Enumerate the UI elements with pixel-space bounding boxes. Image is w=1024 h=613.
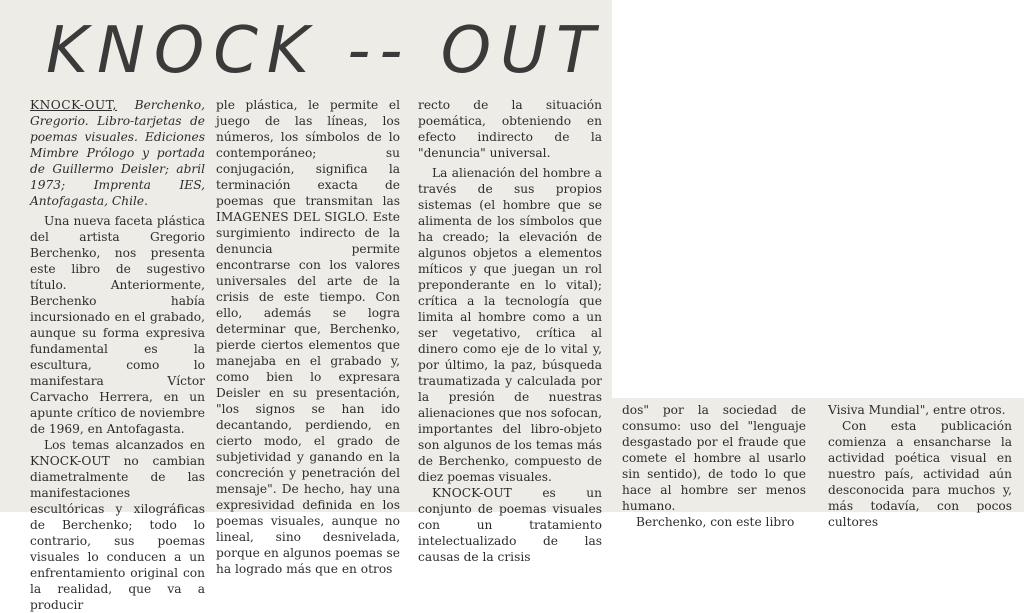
paragraph: La alienación del hombre a través de sus propios sistemas (el hombre que se alimenta de los símbolos que ha creado; la elevación de algunos objetos a elementos míticos y que juegan un rol preponderante en lo vital); crítica a la tecnología que limita al hombre como a un ser vegetativo, crítica al dinero como eje de lo vital y, por último, la paz, búsqueda traumatizada y calculada por la presión de nuestras alienaciones que nos sofocan, importantes del libro-objeto son algunos de los temas más de Berchenko, compuesto de diez poemas visuales. xyxy=(418,166,602,484)
paragraph: dos" por la sociedad de consumo: uso del "lenguaje desgastado por el fraude que comete el hombre al usarlo sin sentido), de todo lo que hace al hombre ser menos humano. xyxy=(622,403,806,513)
column-4 xyxy=(622,402,806,530)
column-1 xyxy=(30,97,205,613)
column-5 xyxy=(828,402,1012,530)
paragraph: Una nueva faceta plástica del artista Gregorio Berchenko, nos presenta este libro de sugestivo título. Anteriormente, Berchenko había incursionado en el grabado, aunque su forma expresiva fundamental es la escultura, como lo manifestara Víctor Carvacho Herrera, en un apunte crítico de noviembre de 1969, en Antofagasta. xyxy=(30,214,205,436)
headline: KNOCK -- OUT xyxy=(46,14,605,88)
paragraph: Visiva Mundial", entre otros. xyxy=(828,403,1006,417)
book-details: Berchenko, Gregorio. Libro-tarjetas de poemas visuales. Ediciones Mimbre Prólogo y portada de Guillermo Deisler; abril 1973; Imprenta IES, Antofagasta, Chile. xyxy=(30,98,205,208)
paragraph: Berchenko, con este libro xyxy=(636,515,795,529)
book-title: KNOCK-OUT, xyxy=(30,98,117,112)
column-3 xyxy=(418,97,602,565)
column-2 xyxy=(216,97,400,577)
paragraph: Con esta publicación comienza a ensancharse la actividad poética visual en nuestro país, actividad aún desconocida para muchos y, más todavía, con pocos cultores xyxy=(828,419,1012,529)
paragraph: recto de la situación poemática, obteniendo en efecto indirecto de la "denuncia" universal. xyxy=(418,98,602,160)
paragraph: Los temas alcanzados en KNOCK-OUT no cambian diametralmente de las manifestaciones escultóricas y xilográficas de Berchenko; todo lo contrario, sus poemas visuales lo conducen a un enfrentamiento original con la realidad, que va a producir xyxy=(30,438,205,612)
paragraph: ple plástica, le permite el juego de las líneas, los números, los símbolos de lo contemporáneo; su conjugación, significa la terminación exacta de poemas que transmitan las IMAGENES DEL SIGLO. Este surgimiento indirecto de la denuncia permite encontrarse con los valores universales del arte de la crisis de este tiempo. Con ello, además se logra determinar que, Berchenko, pierde ciertos elementos que manejaba en el grabado y, como bien lo expresara Deisler en su presentación, "los signos se han ido decantando, perdiendo, en cierto modo, el grado de subjetividad y ganando en la concreción y penetración del mensaje". De hecho, hay una expresividad definida en los poemas visuales, aunque no lineal, sino desnivelada, porque en algunos poemas se ha logrado más que en otros xyxy=(216,98,400,576)
book-credits xyxy=(30,97,205,209)
paragraph: KNOCK-OUT es un conjunto de poemas visuales con un tratamiento intelectualizado de las causas de la crisis xyxy=(418,486,602,564)
